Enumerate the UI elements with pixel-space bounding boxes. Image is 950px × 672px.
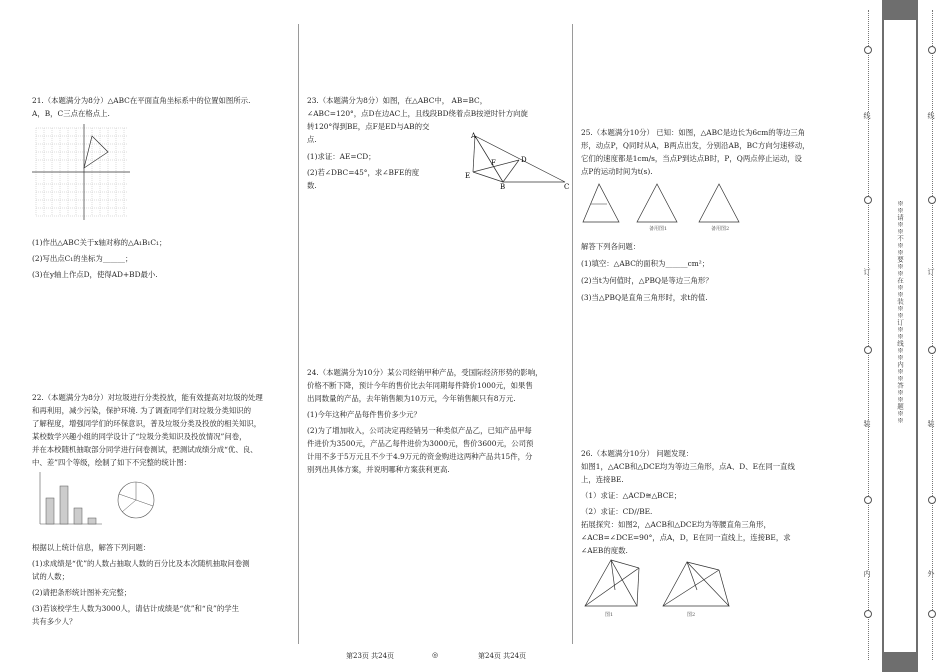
question-21 [32, 94, 294, 120]
outer-hole-circle [928, 610, 936, 618]
outer-mark-bind: 订 [927, 268, 935, 275]
outer-mark-install: 装 [927, 420, 935, 427]
q26-item-1: （1）求证：△ACD≅△BCE； [581, 491, 682, 500]
outer-mark-outside: 外 [927, 570, 935, 577]
q24-item-1: (1)今年这种产品每件售价多少元？ [307, 410, 421, 419]
q24-item-2d: 别列出具体方案，并说明哪种方案获利更高. [307, 465, 450, 474]
inner-mark-install: 装 [863, 420, 871, 427]
q22-item-1b: 试的人数； [32, 572, 69, 581]
q26-line-3: 上，连接BE. [581, 475, 624, 484]
q24-line-3: 出同数量的产品，去年销售额为10万元，今年销售额只有8万元. [307, 394, 516, 403]
q26-item-5: ∠AEB的度数. [581, 546, 628, 555]
q22-line-3: 了解程度，增强同学们的环保意识，普及垃圾分类及投放的相关知识， [32, 419, 262, 428]
q23-label-c: C [564, 183, 570, 190]
q24-item-2b: 件进价为3500元，产品乙每件进价为3000元，售价3600元，公司预 [307, 439, 534, 448]
outer-hole-circle [928, 196, 936, 204]
q22-line-5: 并在本校随机抽取部分同学进行问卷测试，把测试成绩分成“优、良、 [32, 445, 258, 454]
q21-subheading: A，B，C三点在格点上. [32, 109, 110, 118]
q21-item-3: (3)在y轴上作点D，使得AD+BD最小. [32, 270, 158, 279]
q23-line-3: 转120°得到BE，点F是ED与AB的交 [307, 122, 430, 131]
q25-item-1: (1)填空：△ABC的面积为______cm²； [581, 259, 710, 268]
inner-dotted-line [868, 10, 870, 660]
footer-divider-icon: ◎ [432, 651, 439, 659]
q23-label-f: F [491, 159, 496, 167]
footer-right-page: 第24页 共24页 [478, 652, 527, 660]
q25-questions [581, 240, 846, 304]
q26-item-2: （2）求证：CD//BE. [581, 507, 653, 516]
q22-item-3b: 共有多少人？ [32, 617, 77, 626]
q21-item-1: (1)作出△ABC关于x轴对称的△A₁B₁C₁； [32, 238, 167, 247]
question-25 [581, 126, 846, 178]
q25-line-1: 25.（本题满分10分） 已知：如图，△ABC是边长为6cm的等边三角 [581, 128, 806, 137]
outer-dotted-line [932, 10, 934, 660]
q25-caption-1: 备用图1 [649, 226, 668, 232]
q22-item-1a: (1)求成绩是“优”的人数占抽取人数的百分比及本次随机抽取问卷测 [32, 559, 250, 568]
q23-label-d: D [521, 156, 527, 164]
q22-line-1: 22.（本题满分为8分）对垃圾进行分类投放，能有效提高对垃圾的处理 [32, 393, 263, 402]
q22-item-3a: (3)若该校学生人数为3000人，请估计成绩是“优”和“良”的学生 [32, 604, 239, 613]
question-24 [307, 366, 569, 476]
question-26 [581, 447, 846, 557]
q23-label-b: B [500, 183, 506, 190]
q25-triangles-figure [581, 180, 741, 232]
q26-line-1: 26.（本题满分10分） 问题发现： [581, 449, 694, 458]
q23-item-2a: (2)若∠DBC=45°，求∠BFE的度 [307, 168, 420, 177]
binding-notice: ※※请※※不※※要※※在※※装※※订※※线※※内※※答※※题※※ [896, 200, 904, 424]
binding-band [882, 0, 918, 672]
binding-band-inner [884, 20, 916, 652]
outer-hole-circle [928, 346, 936, 354]
inner-hole-circle [864, 610, 872, 618]
column-divider-1 [298, 24, 299, 644]
inner-hole-circle [864, 46, 872, 54]
q25-line-4: 点P的运动时间为t(s). [581, 167, 653, 176]
footer-left-page: 第23页 共24页 [346, 652, 395, 660]
q23-line-4: 点. [307, 135, 317, 144]
q21-coordinate-grid-figure [32, 124, 132, 220]
inner-mark-line: 线 [863, 112, 871, 119]
inner-mark-bind: 订 [863, 268, 871, 275]
q23-triangle-figure [465, 132, 570, 190]
inner-hole-circle [864, 496, 872, 504]
q23-item-2b: 数. [307, 181, 317, 190]
q26-triangles-figure [581, 556, 746, 618]
inner-hole-circle [864, 196, 872, 204]
q22-line-6: 中、差”四个等级，绘制了如下不完整的统计图： [32, 458, 191, 467]
q22-item-2: (2)请把条形统计图补充完整； [32, 588, 132, 597]
q23-line-2: ∠ABC=120°，点D在边AC上，且线段BD绕着点B按逆时针方向旋 [307, 109, 528, 118]
binding-strip-outer [918, 0, 950, 672]
q22-questions [32, 541, 294, 628]
inner-mark-inside: 内 [863, 570, 871, 577]
q24-item-2a: (2)为了增加收入，公司决定再经销另一种类似产品乙，已知产品甲每 [307, 426, 532, 435]
q26-item-4: ∠ACB=∠DCE=90°，点A，D，E在同一直线上，连接BE，求 [581, 533, 791, 542]
q24-line-2: 价格不断下降，预计今年的售价比去年同期每件降价1000元，如果售 [307, 381, 533, 390]
q23-label-e: E [465, 172, 471, 180]
q26-line-2: 如图1，△ACB和△DCE均为等边三角形，点A、D、E在同一直线 [581, 462, 795, 471]
q22-after: 根据以上统计信息，解答下列问题： [32, 543, 151, 552]
q25-line-2: 形，动点P，Q同时从A，B两点出发，分别沿AB，BC方向匀速移动， [581, 141, 810, 150]
outer-mark-line: 线 [927, 112, 935, 119]
q25-line-3: 它们的速度都是1cm/s，当点P到达点B时，P，Q两点停止运动，设 [581, 154, 802, 163]
q22-line-2: 和再利用，减少污染，保护环境. 为了调查同学们对垃圾分类知识的 [32, 406, 252, 415]
q21-heading: 21.（本题满分为8分）△ABC在平面直角坐标系中的位置如图所示. [32, 96, 251, 105]
column-divider-2 [572, 24, 573, 644]
q21-item-2: (2)写出点C₁的坐标为______； [32, 254, 133, 263]
q25-caption-2: 备用图2 [711, 226, 730, 232]
q25-after: 解答下列各问题： [581, 242, 641, 251]
q25-item-2: (2)当t为何值时，△PBQ是等边三角形？ [581, 276, 713, 285]
q26-caption-1: 图1 [605, 612, 614, 618]
q24-line-1: 24.（本题满分为10分）某公司经销甲种产品，受国际经济形势的影响， [307, 368, 543, 377]
q21-items [32, 236, 294, 281]
inner-hole-circle [864, 346, 872, 354]
q24-item-2c: 计用不多于5万元且不少于4.9万元的资金购进这两种产品共15件，分 [307, 452, 533, 461]
q26-item-3: 拓展探究：如图2，△ACB和△DCE均为等腰直角三角形， [581, 520, 771, 529]
q26-caption-2: 图2 [687, 612, 696, 618]
q23-item-1: (1)求证：AE=CD； [307, 152, 376, 161]
outer-hole-circle [928, 496, 936, 504]
q22-statistics-figure [34, 468, 164, 528]
q25-item-3: (3)当△PBQ是直角三角形时，求t的值. [581, 293, 708, 302]
question-22 [32, 391, 294, 469]
q23-label-a: A [471, 132, 477, 140]
q23-line-1: 23.（本题满分为8分）如图，在△ABC中， AB=BC， [307, 96, 488, 105]
q22-line-4: 某校数学兴趣小组的同学设计了“垃圾分类知识及投放情况”问卷， [32, 432, 247, 441]
outer-hole-circle [928, 46, 936, 54]
